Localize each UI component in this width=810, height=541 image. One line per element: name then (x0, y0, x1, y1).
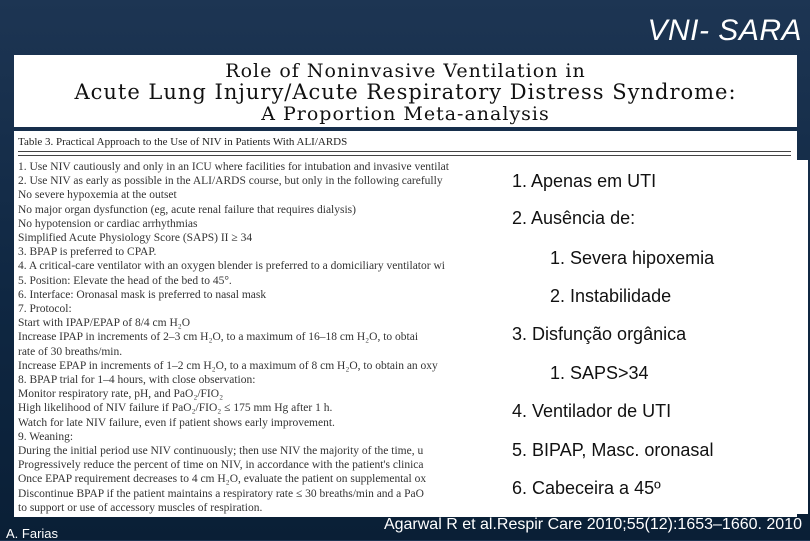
table-row: No severe hypoxemia at the outset (18, 189, 177, 202)
table-row: 9. Weaning: (18, 430, 74, 443)
table-row: Once EPAP requirement decreases to 4 cm H₂O, evaluate the patient on supplemental ox (18, 473, 427, 486)
table-rule (18, 155, 791, 156)
table-row: Discontinue BPAP if the patient maintains a respiratory rate ≤ 30 breaths/min and a PaO (18, 487, 424, 500)
citation: Agarwal R et al.Respir Care 2010;55(12):1653–1660. 2010 (383, 516, 802, 533)
slide-title: VNI- SARA (647, 14, 802, 47)
bullet-item: 6. Cabeceira a 45º (512, 478, 661, 498)
table-row: No major organ dysfunction (eg, acute renal failure that requires dialysis) (18, 203, 356, 216)
bullet-item: 4. Ventilador de UTI (512, 401, 672, 421)
bullet-item: 5. BIPAP, Masc. oronasal (512, 440, 714, 460)
table-row: Increase EPAP in increments of 1–2 cm H₂O, to a maximum of 8 cm H₂O, to obtain an oxy (18, 359, 438, 372)
table-row: Simplified Acute Physiology Score (SAPS) II ≥ 34 (18, 232, 253, 244)
table-row: 4. A critical-care ventilator with an oxygen blender is preferred to a domiciliary ventilator wi (18, 260, 445, 273)
paper-title-line: Role of Noninvasive Ventilation in (225, 60, 586, 82)
table-row: No hypotension or cardiac arrhythmias (18, 217, 198, 230)
paper-title-line: Acute Lung Injury/Acute Respiratory Distress Syndrome: (74, 80, 737, 104)
paper-title-line: A Proportion Meta-analysis (261, 103, 550, 125)
table-row: Start with IPAP/EPAP of 8/4 cm H₂O (18, 317, 191, 330)
paper-title-image (14, 55, 797, 127)
author-label: A. Farias (6, 526, 59, 541)
table-row: 5. Position: Elevate the head of the bed to 45°. (18, 274, 232, 287)
table-row: Watch for late NIV failure, even if patient shows early improvement. (18, 416, 335, 429)
table-row: 3. BPAP is preferred to CPAP. (18, 246, 157, 259)
bullet-item: 2. Ausência de: (512, 208, 636, 228)
table-row: rate of 30 breaths/min. (18, 345, 123, 358)
table-row: Monitor respiratory rate, pH, and PaO₂/FIO₂ (18, 388, 224, 401)
bullet-item: 1. Apenas em UTI (512, 171, 657, 191)
table-row: 6. Interface: Oronasal mask is preferred to nasal mask (18, 288, 267, 301)
table-row: Progressively reduce the percent of time on NIV, in accordance with the patient's clinica (18, 459, 424, 472)
table-caption: Table 3. Practical Approach to the Use of NIV in Patients With ALI/ARDS (18, 136, 348, 148)
table-row: 7. Protocol: (18, 303, 72, 315)
bullet-subitem: 1. SAPS>34 (550, 363, 649, 383)
bullet-subitem: 1. Severa hipoxemia (550, 248, 715, 268)
table-row: Increase IPAP in increments of 2–3 cm H₂O, to a maximum of 16–18 cm H₂O, to obtai (18, 331, 419, 344)
table-row: 2. Use NIV as early as possible in the ALI/ARDS course, but only in the following carefully (18, 175, 443, 188)
bullet-subitem: 2. Instabilidade (550, 286, 672, 306)
bullet-list (508, 160, 808, 514)
table-rule (18, 151, 791, 152)
bullet-item: 3. Disfunção orgânica (512, 324, 687, 344)
table-row: to support or use of accessory muscles of respiration. (18, 501, 263, 514)
table-row: During the initial period use NIV continuously; then use NIV the majority of the time, u (18, 445, 424, 457)
table-row: High likelihood of NIV failure if PaO₂/FIO₂ ≤ 175 mm Hg after 1 h. (18, 402, 333, 415)
table-row: 1. Use NIV cautiously and only in an ICU where facilities for intubation and invasive ventilat (18, 161, 449, 173)
table-row: 8. BPAP trial for 1–4 hours, with close observation: (18, 374, 256, 386)
